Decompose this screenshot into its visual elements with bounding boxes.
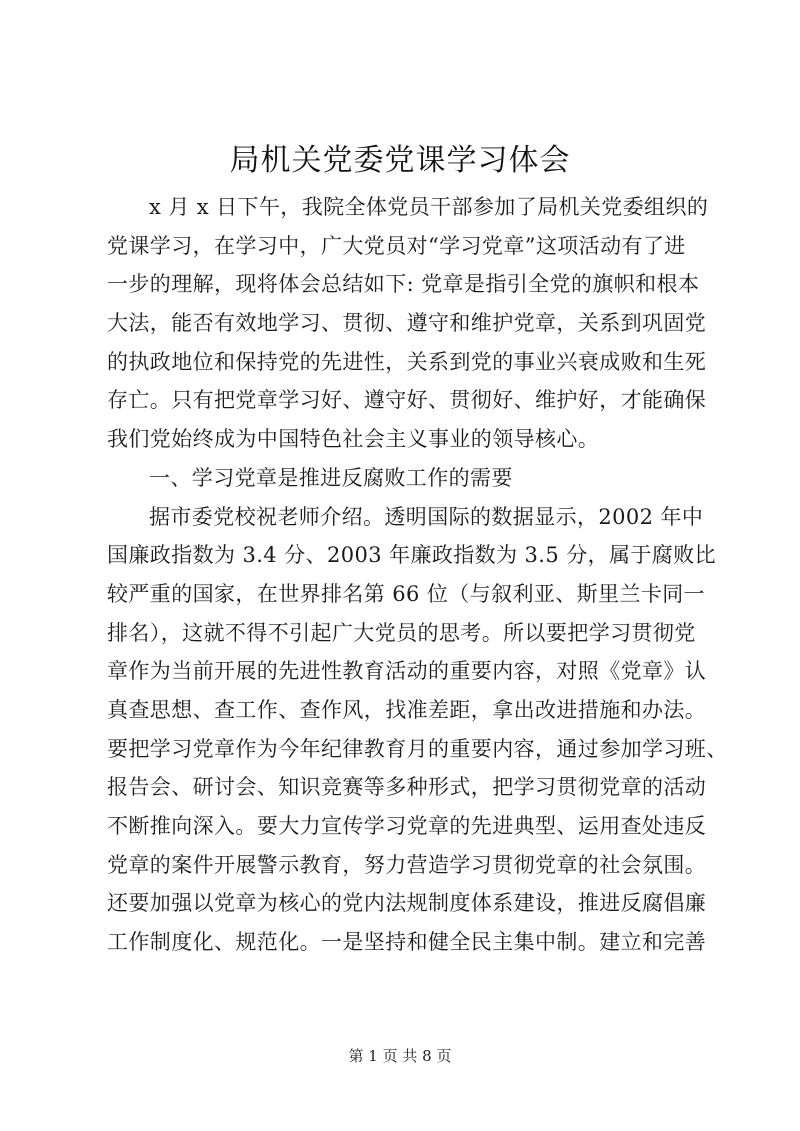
paragraph-line: 据市委党校祝老师介绍。透明国际的数据显示，2002 年中 xyxy=(149,504,704,529)
page-number-footer: 第 1 页 共 8 页 xyxy=(348,1047,452,1065)
document-title: 局机关党委党课学习体会 xyxy=(229,143,571,178)
paragraph-line: 的执政地位和保持党的先进性，关系到党的事业兴衰成败和生死 xyxy=(107,349,707,374)
paragraph-line: 还要加强以党章为核心的党内法规制度体系建设，推进反腐倡廉 xyxy=(107,891,707,916)
paragraph-line: 党章的案件开展警示教育，努力营造学习贯彻党章的社会氛围。 xyxy=(107,852,707,877)
paragraph-line: 较严重的国家，在世界排名第 66 位（与叙利亚、斯里兰卡同一 xyxy=(107,581,706,606)
paragraph-line: 要把学习党章作为今年纪律教育月的重要内容，通过参加学习班、 xyxy=(107,736,728,761)
paragraph-line: 大法，能否有效地学习、贯彻、遵守和维护党章，关系到巩固党 xyxy=(107,311,707,336)
paragraph-line: 我们党始终成为中国特色社会主义事业的领导核心。 xyxy=(107,427,600,452)
paragraph-line: 不断推向深入。要大力宣传学习党章的先进典型、运用查处违反 xyxy=(107,814,707,838)
paragraph-line: 一步的理解，现将体会总结如下: 党章是指引全党的旗帜和根本 xyxy=(107,272,700,297)
paragraph-line: 党课学习，在学习中，广大党员对“学习党章”这项活动有了进 xyxy=(107,233,686,258)
paragraph-line: 国廉政指数为 3.4 分、2003 年廉政指数为 3.5 分，属于腐败比 xyxy=(107,543,717,568)
paragraph-line: 章作为当前开展的先进性教育活动的重要内容，对照《党章》认 xyxy=(107,659,707,684)
paragraph-line: 真查思想、查工作、查作风，找准差距，拿出改进措施和办法。 xyxy=(107,697,707,722)
paragraph-line: 存亡。只有把党章学习好、遵守好、贯彻好、维护好，才能确保 xyxy=(107,388,707,413)
paragraph-line: 排名），这就不得不引起广大党员的思考。所以要把学习贯彻党 xyxy=(107,620,696,645)
paragraph-line: 工作制度化、规范化。一是坚持和健全民主集中制。建立和完善 xyxy=(107,930,707,955)
document-body xyxy=(107,188,728,962)
section-heading: 一、学习党章是推进反腐败工作的需要 xyxy=(149,465,513,490)
paragraph-line: x 月 x 日下午，我院全体党员干部参加了局机关党委组织的 xyxy=(149,195,709,219)
paragraph-line: 报告会、研讨会、知识竞赛等多种形式，把学习贯彻党章的活动 xyxy=(107,775,707,800)
